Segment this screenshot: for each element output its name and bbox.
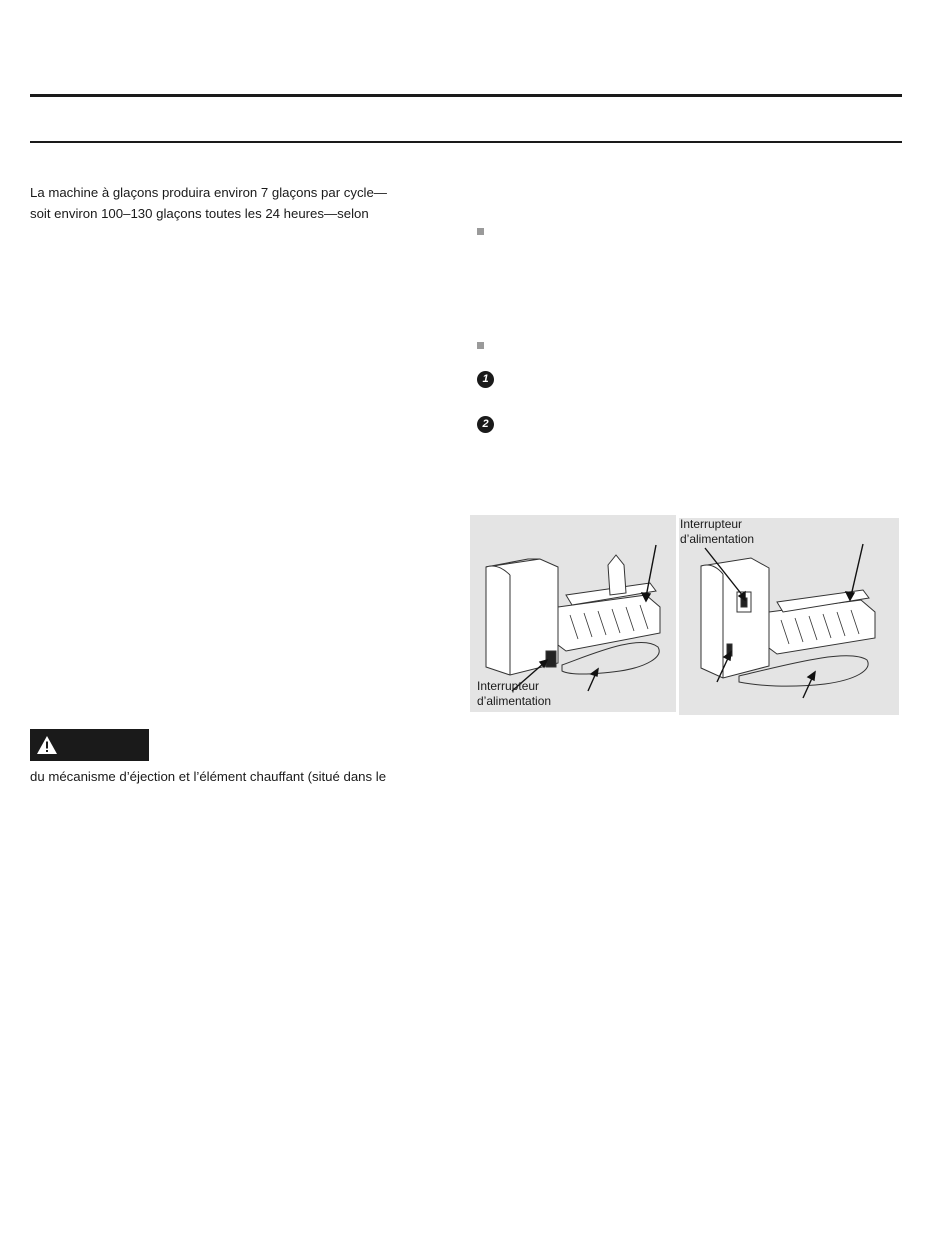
intro-line-2: soit environ 100–130 glaçons toutes les 24 heures—selon (30, 206, 369, 221)
warning-banner (30, 729, 149, 761)
warning-text: du mécanisme d’éjection et l’élément chauffant (situé dans le (30, 769, 387, 784)
caption-left-line-1: Interrupteur (477, 679, 540, 693)
caption-right-line-1: Interrupteur (680, 517, 743, 531)
step-number-1: 1 (477, 371, 494, 388)
square-bullet-icon (477, 228, 484, 235)
square-bullet-icon (477, 342, 484, 349)
warning-triangle-icon (36, 735, 58, 755)
caption-left-line-2: d’alimentation (477, 694, 552, 708)
power-switch-caption-left (477, 679, 551, 709)
header-rule-top (30, 94, 902, 97)
caption-right-line-2: d’alimentation (680, 532, 755, 546)
intro-line-1: La machine à glaçons produira environ 7 glaçons par cycle— (30, 185, 387, 200)
header-rule-bottom (30, 141, 902, 143)
power-switch-caption-right (680, 517, 754, 547)
icemaker-figure-right (679, 518, 899, 715)
icemaker-right-illustration (679, 518, 899, 715)
step-number-2: 2 (477, 416, 494, 433)
intro-paragraph (30, 182, 450, 224)
